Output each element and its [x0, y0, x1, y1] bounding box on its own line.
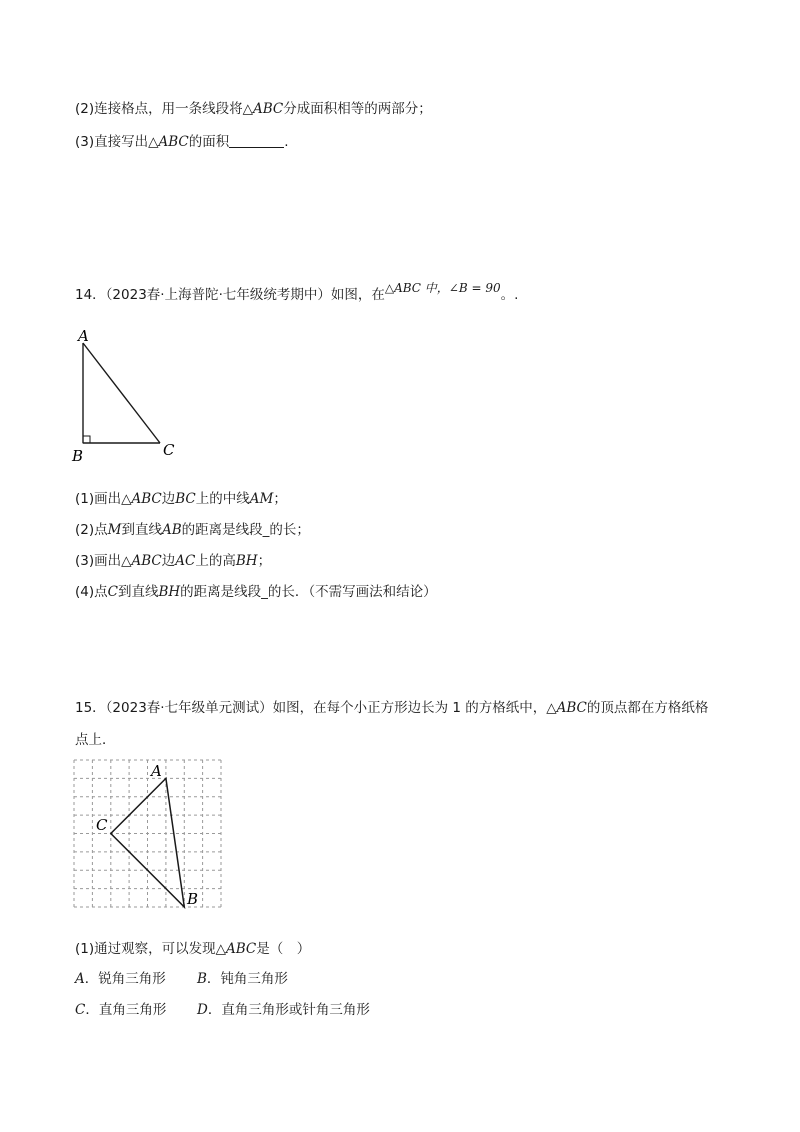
answer-blank[interactable] [229, 134, 284, 148]
q13-part3-period: . [284, 134, 289, 150]
q13-part2-text-end: 分成面积相等的两部分； [283, 101, 432, 117]
q15-header-text: 15．（2023春·七年级单元测试）如图，在每个小正方形边长为 1 的方格纸中， [75, 700, 547, 716]
option-a[interactable]: A．锐角三角形 [75, 971, 166, 987]
option-text: 钝角三角形 [220, 971, 288, 987]
q14-header-text: 14．（2023春·上海普陀·七年级统考期中）如图，在 [75, 287, 385, 303]
q15-header-line1 [75, 699, 708, 717]
q15-question-math: △ABC [215, 941, 257, 957]
item-text: ； [273, 491, 287, 507]
item-math: BH [235, 553, 258, 569]
q15-question [75, 940, 310, 958]
q14-right-triangle-figure [70, 325, 190, 465]
q15-header-text-end: 的顶点都在方格纸格 [586, 700, 709, 716]
q14-header-end: 。. [500, 287, 519, 303]
option-letter: A [75, 971, 85, 987]
item-text: (4)点 [75, 584, 108, 600]
item-math: AM [249, 491, 274, 507]
q15-question-text: (1)通过观察，可以发现 [75, 941, 216, 957]
item-text: (2)点 [75, 522, 108, 538]
q13-part2-math: △ABC [242, 101, 284, 117]
q15-grid-triangle-figure [70, 756, 230, 914]
q15-options-row-2 [75, 1001, 370, 1019]
q14-item-4 [75, 583, 437, 601]
item-math: AB [161, 522, 182, 538]
vertex-label-b: B [187, 890, 199, 908]
item-text: ； [257, 553, 272, 569]
item-math: BH [158, 584, 181, 600]
option-letter: B [197, 971, 207, 987]
option-text: 锐角三角形 [98, 971, 166, 987]
q13-part3-text-mid: 的面积 [188, 134, 230, 150]
item-math: BC [175, 491, 196, 507]
q14-header-math: △ABC 中，∠B = 90 [384, 281, 501, 295]
item-text: 到直线 [117, 584, 159, 600]
vertex-label-b: B [72, 447, 84, 465]
q13-part3 [75, 133, 289, 151]
option-letter: C [75, 1002, 86, 1018]
q15-header-line2 [75, 731, 116, 749]
q13-part3-math: △ABC [148, 134, 189, 150]
item-text: 边 [161, 491, 176, 507]
option-letter: D [197, 1002, 208, 1018]
option-text: 直角三角形 [98, 1002, 167, 1018]
q14-item-1 [75, 490, 287, 508]
item-math: AC [175, 553, 196, 569]
item-text: 边 [161, 553, 176, 569]
q15-header-math: △ABC [546, 700, 587, 716]
vertex-label-a: A [78, 327, 89, 345]
q14-item-3 [75, 552, 271, 570]
item-text: 到直线 [121, 522, 162, 538]
vertex-label-c: C [96, 816, 108, 834]
vertex-label-c: C [163, 441, 175, 459]
q13-part2-text: (2)连接格点，用一条线段将 [75, 101, 243, 117]
item-math: C [107, 584, 118, 600]
item-text: 的距离是线段_的长； [181, 522, 310, 538]
item-text: 上的高 [195, 553, 236, 569]
item-text: 上的中线 [195, 491, 250, 507]
q13-part3-text: (3)直接写出 [75, 134, 149, 150]
side-ac [83, 343, 160, 443]
right-angle-mark [83, 436, 90, 443]
item-text: (3)画出 [75, 553, 122, 569]
q13-part2 [75, 100, 432, 118]
q14-item-2 [75, 521, 310, 539]
option-text: 直角三角形或针角三角形 [221, 1002, 370, 1018]
q15-question-text-end: 是（ ） [256, 941, 311, 957]
q15-header-text-2: 点上． [75, 732, 116, 748]
option-b[interactable]: B．钝角三角形 [197, 971, 288, 987]
vertex-label-a: A [151, 762, 162, 780]
item-text: (1)画出 [75, 491, 122, 507]
option-d[interactable]: D．直角三角形或针角三角形 [197, 1002, 370, 1018]
item-math: △ABC [121, 491, 162, 507]
item-math: △ABC [121, 553, 162, 569]
q14-header [75, 281, 519, 304]
item-text: 的距离是线段_的长．（不需写画法和结论） [180, 584, 437, 600]
q15-options-row-1 [75, 970, 288, 988]
option-c[interactable]: C．直角三角形 [75, 1002, 167, 1018]
item-math: M [107, 522, 122, 538]
